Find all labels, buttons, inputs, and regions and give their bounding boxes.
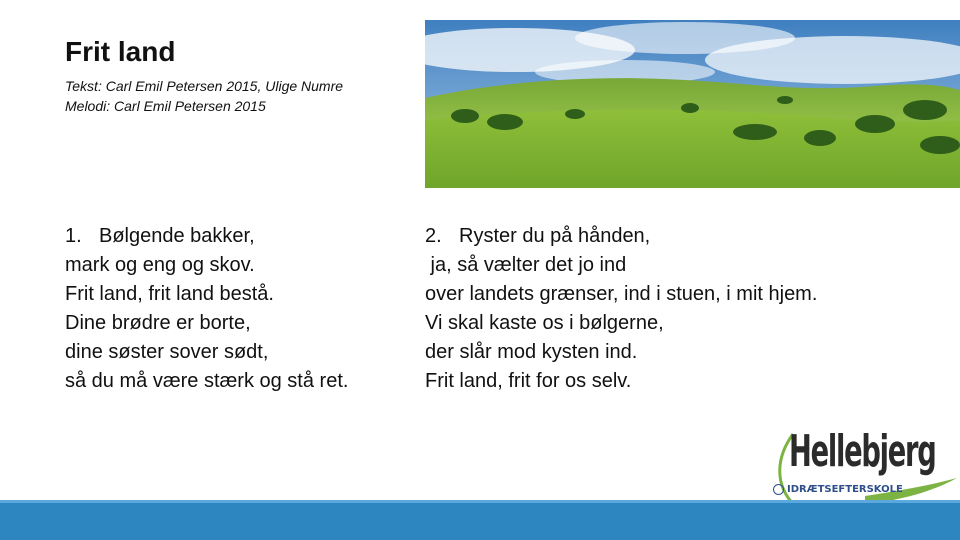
slide-title: Frit land [65, 36, 176, 67]
emblem-icon [773, 484, 784, 495]
verse-2-lines: ja, så vælter det jo ind over landets grænser, ind i stuen, i mit hjem. Vi skal kaste os i bølgerne, der slår mod kysten ind. Frit land, frit for os selv. [425, 254, 818, 392]
verse-2-first-line: Ryster du på hånden, [459, 225, 651, 247]
footer-bar [0, 500, 960, 540]
landscape-photo [425, 20, 960, 188]
logo-subtitle-row [773, 484, 903, 495]
verse-1-first-line: Bølgende bakker, [99, 225, 255, 247]
lyrics-credit: Tekst: Carl Emil Petersen 2015, Ulige Numre [65, 78, 344, 94]
logo-subtitle: IDRÆTSEFTERSKOLE [787, 484, 903, 495]
verse-2-number: 2. [425, 225, 442, 247]
verse-1-lines: mark og eng og skov. Frit land, frit land bestå. Dine brødre er borte, dine søster sover sødt, så du må være stærk og stå ret. [65, 254, 349, 392]
credits [65, 76, 343, 116]
verse-2 [425, 222, 817, 396]
verse-1 [65, 222, 348, 396]
logo-name: Hellebjerg [789, 426, 936, 477]
verse-1-number: 1. [65, 225, 82, 247]
melody-credit: Melodi: Carl Emil Petersen 2015 [65, 98, 266, 114]
